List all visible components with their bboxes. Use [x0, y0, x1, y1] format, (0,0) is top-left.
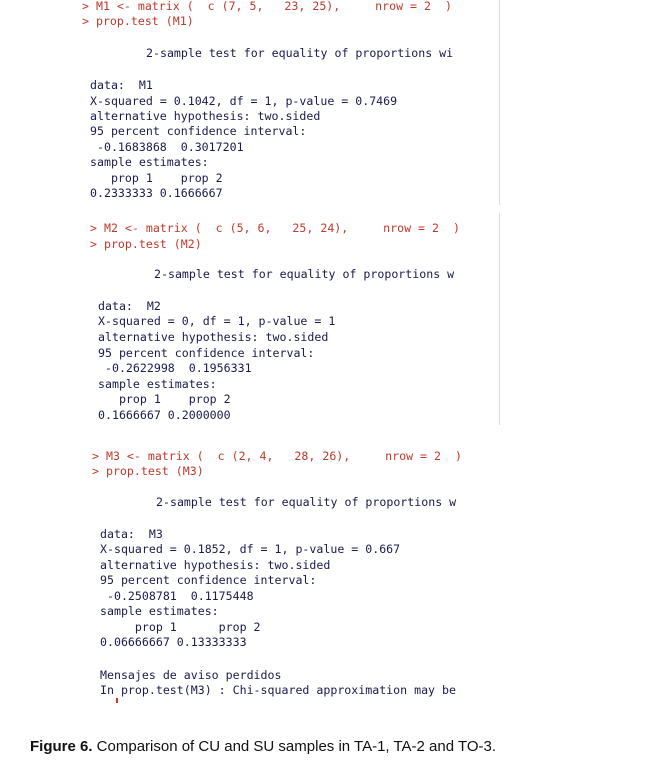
- warning-message: In prop.test(M3) : Chi-squared approximation may be: [100, 683, 456, 697]
- console-output-m3: [92, 443, 500, 715]
- ci-label: 95 percent confidence interval:: [100, 573, 317, 587]
- estimates-header: prop 1 prop 2: [100, 620, 261, 634]
- warning-heading: Mensajes de aviso perdidos: [100, 668, 282, 682]
- command-line: > prop.test (M3): [92, 464, 204, 478]
- estimates-values: 0.2333333 0.1666667: [90, 186, 223, 200]
- data-line: data: M3: [100, 527, 163, 541]
- ci-label: 95 percent confidence interval:: [90, 124, 307, 138]
- estimates-label: sample estimates:: [100, 604, 219, 618]
- alternative-line: alternative hypothesis: two.sided: [98, 330, 329, 344]
- command-line: > M3 <- matrix ( c (2, 4, 28, 26), nrow = 2 ): [92, 449, 462, 463]
- cursor-mark: [116, 698, 118, 703]
- test-title: 2-sample test for equality of proportions w: [154, 267, 455, 281]
- statistic-line: X-squared = 0.1042, df = 1, p-value = 0.7469: [90, 94, 398, 108]
- estimates-header: prop 1 prop 2: [98, 392, 231, 406]
- command-line: > prop.test (M2): [90, 237, 202, 251]
- console-output-m2: [90, 213, 500, 425]
- estimates-label: sample estimates:: [98, 377, 217, 391]
- ci-label: 95 percent confidence interval:: [98, 346, 315, 360]
- statistic-line: X-squared = 0, df = 1, p-value = 1: [98, 314, 336, 328]
- figure-caption-text: Comparison of CU and SU samples in TA-1, TA-2 and TO-3.: [92, 738, 497, 755]
- statistic-line: X-squared = 0.1852, df = 1, p-value = 0.667: [100, 542, 401, 556]
- figure-label: Figure 6.: [30, 738, 93, 755]
- console-output-m1: [82, 0, 500, 205]
- test-title: 2-sample test for equality of proportions wi: [146, 46, 454, 60]
- data-line: data: M1: [90, 78, 153, 92]
- ci-values: -0.1683868 0.3017201: [90, 140, 244, 154]
- command-line: > M1 <- matrix ( c (7, 5, 23, 25), nrow = 2 ): [82, 0, 452, 13]
- estimates-values: 0.1666667 0.2000000: [98, 408, 231, 422]
- ci-values: -0.2622998 0.1956331: [98, 361, 252, 375]
- data-line: data: M2: [98, 299, 161, 313]
- command-line: > prop.test (M1): [82, 14, 194, 28]
- estimates-values: 0.06666667 0.13333333: [100, 635, 247, 649]
- test-title: 2-sample test for equality of proportions w: [156, 495, 457, 509]
- estimates-header: prop 1 prop 2: [90, 171, 223, 185]
- estimates-label: sample estimates:: [90, 155, 209, 169]
- command-line: > M2 <- matrix ( c (5, 6, 25, 24), nrow = 2 ): [90, 221, 460, 235]
- alternative-line: alternative hypothesis: two.sided: [100, 558, 331, 572]
- ci-values: -0.2508781 0.1175448: [100, 589, 254, 603]
- alternative-line: alternative hypothesis: two.sided: [90, 109, 321, 123]
- figure-caption: [30, 738, 496, 755]
